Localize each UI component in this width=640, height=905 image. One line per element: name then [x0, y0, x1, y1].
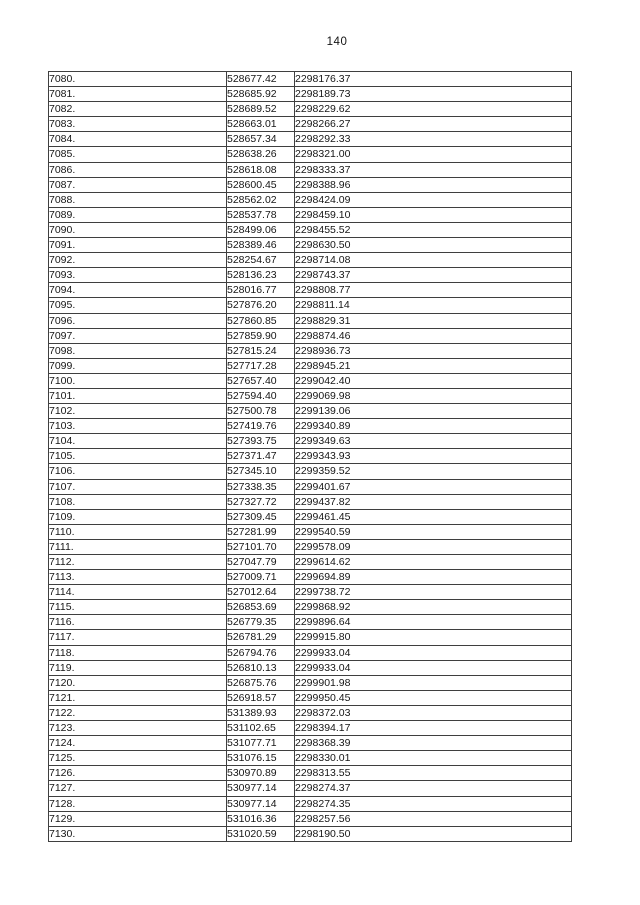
cell-point-number: 7126.	[49, 766, 227, 781]
cell-point-number: 7103.	[49, 419, 227, 434]
cell-point-number: 7102.	[49, 404, 227, 419]
cell-coordinate-x: 528389.46	[227, 238, 295, 253]
cell-coordinate-x: 531077.71	[227, 736, 295, 751]
cell-coordinate-x: 527815.24	[227, 343, 295, 358]
cell-point-number: 7090.	[49, 222, 227, 237]
cell-coordinate-y: 2299401.67	[295, 479, 572, 494]
cell-coordinate-x: 530977.14	[227, 781, 295, 796]
cell-coordinate-x: 528537.78	[227, 207, 295, 222]
cell-point-number: 7124.	[49, 736, 227, 751]
cell-coordinate-x: 528136.23	[227, 268, 295, 283]
table-row	[49, 268, 572, 283]
cell-coordinate-x: 526781.29	[227, 630, 295, 645]
cell-coordinate-x: 527047.79	[227, 555, 295, 570]
table-row	[49, 162, 572, 177]
cell-point-number: 7104.	[49, 434, 227, 449]
cell-coordinate-y: 2299933.04	[295, 660, 572, 675]
cell-coordinate-x: 528499.06	[227, 222, 295, 237]
cell-coordinate-y: 2298874.46	[295, 328, 572, 343]
cell-point-number: 7084.	[49, 132, 227, 147]
cell-point-number: 7117.	[49, 630, 227, 645]
table-row	[49, 283, 572, 298]
cell-coordinate-x: 527419.76	[227, 419, 295, 434]
cell-coordinate-y: 2298176.37	[295, 72, 572, 87]
cell-coordinate-y: 2299349.63	[295, 434, 572, 449]
cell-point-number: 7125.	[49, 751, 227, 766]
cell-point-number: 7113.	[49, 570, 227, 585]
table-row	[49, 253, 572, 268]
cell-coordinate-x: 527327.72	[227, 494, 295, 509]
table-row	[49, 539, 572, 554]
table-row	[49, 585, 572, 600]
cell-point-number: 7116.	[49, 615, 227, 630]
cell-point-number: 7100.	[49, 373, 227, 388]
cell-coordinate-y: 2298388.96	[295, 177, 572, 192]
cell-coordinate-y: 2299694.89	[295, 570, 572, 585]
cell-coordinate-y: 2299738.72	[295, 585, 572, 600]
table-row	[49, 721, 572, 736]
table-row	[49, 811, 572, 826]
cell-coordinate-y: 2298455.52	[295, 222, 572, 237]
cell-point-number: 7109.	[49, 509, 227, 524]
cell-point-number: 7123.	[49, 721, 227, 736]
table-row	[49, 660, 572, 675]
cell-point-number: 7122.	[49, 705, 227, 720]
cell-coordinate-x: 528685.92	[227, 87, 295, 102]
cell-coordinate-y: 2298945.21	[295, 358, 572, 373]
cell-coordinate-y: 2299915.80	[295, 630, 572, 645]
cell-coordinate-y: 2299896.64	[295, 615, 572, 630]
table-row	[49, 373, 572, 388]
cell-coordinate-y: 2298630.50	[295, 238, 572, 253]
cell-coordinate-x: 526875.76	[227, 675, 295, 690]
cell-point-number: 7093.	[49, 268, 227, 283]
cell-coordinate-y: 2299868.92	[295, 600, 572, 615]
cell-point-number: 7115.	[49, 600, 227, 615]
cell-point-number: 7083.	[49, 117, 227, 132]
cell-point-number: 7085.	[49, 147, 227, 162]
cell-coordinate-y: 2299578.09	[295, 539, 572, 554]
table-row	[49, 404, 572, 419]
coordinate-table	[48, 71, 572, 842]
cell-point-number: 7128.	[49, 796, 227, 811]
table-row	[49, 751, 572, 766]
cell-coordinate-y: 2298274.35	[295, 796, 572, 811]
table-row	[49, 328, 572, 343]
cell-coordinate-x: 526810.13	[227, 660, 295, 675]
table-row	[49, 494, 572, 509]
table-row	[49, 826, 572, 841]
cell-coordinate-y: 2299461.45	[295, 509, 572, 524]
table-row	[49, 645, 572, 660]
cell-coordinate-y: 2298321.00	[295, 147, 572, 162]
cell-point-number: 7127.	[49, 781, 227, 796]
table-row	[49, 177, 572, 192]
cell-point-number: 7121.	[49, 690, 227, 705]
table-row	[49, 524, 572, 539]
cell-coordinate-y: 2299540.59	[295, 524, 572, 539]
table-row	[49, 600, 572, 615]
cell-coordinate-x: 526779.35	[227, 615, 295, 630]
cell-coordinate-y: 2298743.37	[295, 268, 572, 283]
table-row	[49, 207, 572, 222]
table-row	[49, 222, 572, 237]
table-row	[49, 736, 572, 751]
cell-point-number: 7112.	[49, 555, 227, 570]
cell-coordinate-x: 528618.08	[227, 162, 295, 177]
cell-point-number: 7091.	[49, 238, 227, 253]
cell-coordinate-y: 2298266.27	[295, 117, 572, 132]
cell-coordinate-y: 2298274.37	[295, 781, 572, 796]
table-row	[49, 72, 572, 87]
cell-coordinate-x: 527309.45	[227, 509, 295, 524]
table-row	[49, 388, 572, 403]
table-row	[49, 766, 572, 781]
cell-coordinate-x: 527338.35	[227, 479, 295, 494]
cell-coordinate-x: 528562.02	[227, 192, 295, 207]
cell-point-number: 7105.	[49, 449, 227, 464]
cell-point-number: 7108.	[49, 494, 227, 509]
cell-coordinate-y: 2299340.89	[295, 419, 572, 434]
cell-point-number: 7101.	[49, 388, 227, 403]
cell-coordinate-y: 2298424.09	[295, 192, 572, 207]
table-row	[49, 298, 572, 313]
cell-coordinate-y: 2299933.04	[295, 645, 572, 660]
table-row	[49, 464, 572, 479]
table-row	[49, 102, 572, 117]
table-row	[49, 690, 572, 705]
cell-point-number: 7081.	[49, 87, 227, 102]
cell-coordinate-y: 2299359.52	[295, 464, 572, 479]
cell-coordinate-y: 2298811.14	[295, 298, 572, 313]
table-row	[49, 313, 572, 328]
cell-coordinate-x: 527371.47	[227, 449, 295, 464]
cell-coordinate-y: 2298368.39	[295, 736, 572, 751]
table-row	[49, 615, 572, 630]
cell-coordinate-y: 2298936.73	[295, 343, 572, 358]
table-row	[49, 343, 572, 358]
cell-coordinate-y: 2298330.01	[295, 751, 572, 766]
cell-coordinate-x: 528016.77	[227, 283, 295, 298]
coordinate-table-body	[49, 72, 572, 842]
cell-point-number: 7106.	[49, 464, 227, 479]
cell-point-number: 7118.	[49, 645, 227, 660]
table-row	[49, 796, 572, 811]
cell-point-number: 7129.	[49, 811, 227, 826]
cell-coordinate-x: 527009.71	[227, 570, 295, 585]
table-row	[49, 434, 572, 449]
cell-coordinate-y: 2299614.62	[295, 555, 572, 570]
cell-coordinate-y: 2298459.10	[295, 207, 572, 222]
cell-point-number: 7099.	[49, 358, 227, 373]
cell-coordinate-x: 531102.65	[227, 721, 295, 736]
cell-coordinate-y: 2298372.03	[295, 705, 572, 720]
page-number	[0, 36, 640, 48]
cell-coordinate-x: 530977.14	[227, 796, 295, 811]
cell-coordinate-x: 531389.93	[227, 705, 295, 720]
cell-point-number: 7111.	[49, 539, 227, 554]
cell-coordinate-y: 2299069.98	[295, 388, 572, 403]
table-row	[49, 630, 572, 645]
cell-coordinate-x: 528663.01	[227, 117, 295, 132]
table-row	[49, 479, 572, 494]
table-row	[49, 238, 572, 253]
cell-coordinate-x: 527393.75	[227, 434, 295, 449]
cell-point-number: 7082.	[49, 102, 227, 117]
table-row	[49, 419, 572, 434]
table-row	[49, 132, 572, 147]
cell-coordinate-x: 527717.28	[227, 358, 295, 373]
cell-coordinate-x: 527500.78	[227, 404, 295, 419]
cell-point-number: 7086.	[49, 162, 227, 177]
cell-coordinate-x: 526794.76	[227, 645, 295, 660]
cell-point-number: 7110.	[49, 524, 227, 539]
cell-coordinate-x: 527594.40	[227, 388, 295, 403]
cell-point-number: 7094.	[49, 283, 227, 298]
table-row	[49, 192, 572, 207]
cell-point-number: 7087.	[49, 177, 227, 192]
cell-point-number: 7120.	[49, 675, 227, 690]
table-row	[49, 781, 572, 796]
cell-coordinate-x: 528600.45	[227, 177, 295, 192]
cell-coordinate-x: 530970.89	[227, 766, 295, 781]
cell-coordinate-y: 2298333.37	[295, 162, 572, 177]
cell-coordinate-x: 531076.15	[227, 751, 295, 766]
cell-coordinate-y: 2298829.31	[295, 313, 572, 328]
cell-coordinate-y: 2298394.17	[295, 721, 572, 736]
cell-point-number: 7114.	[49, 585, 227, 600]
cell-coordinate-y: 2298189.73	[295, 87, 572, 102]
table-row	[49, 87, 572, 102]
cell-coordinate-x: 527876.20	[227, 298, 295, 313]
table-row	[49, 147, 572, 162]
cell-coordinate-x: 526853.69	[227, 600, 295, 615]
table-row	[49, 675, 572, 690]
cell-coordinate-x: 527860.85	[227, 313, 295, 328]
table-row	[49, 449, 572, 464]
cell-coordinate-x: 527657.40	[227, 373, 295, 388]
cell-point-number: 7107.	[49, 479, 227, 494]
cell-coordinate-y: 2299950.45	[295, 690, 572, 705]
table-row	[49, 509, 572, 524]
table-row	[49, 705, 572, 720]
table-row	[49, 117, 572, 132]
cell-coordinate-y: 2299343.93	[295, 449, 572, 464]
cell-point-number: 7130.	[49, 826, 227, 841]
cell-coordinate-y: 2299901.98	[295, 675, 572, 690]
cell-coordinate-x: 528638.26	[227, 147, 295, 162]
cell-point-number: 7088.	[49, 192, 227, 207]
cell-coordinate-x: 528677.42	[227, 72, 295, 87]
cell-coordinate-y: 2298808.77	[295, 283, 572, 298]
cell-coordinate-y: 2298714.08	[295, 253, 572, 268]
cell-coordinate-y: 2298292.33	[295, 132, 572, 147]
cell-coordinate-x: 527345.10	[227, 464, 295, 479]
table-row	[49, 358, 572, 373]
cell-coordinate-x: 527281.99	[227, 524, 295, 539]
cell-point-number: 7080.	[49, 72, 227, 87]
cell-coordinate-y: 2299437.82	[295, 494, 572, 509]
cell-coordinate-y: 2298190.50	[295, 826, 572, 841]
page-number-value: 140	[326, 36, 348, 48]
cell-coordinate-x: 531020.59	[227, 826, 295, 841]
cell-coordinate-y: 2298257.56	[295, 811, 572, 826]
cell-coordinate-y: 2298229.62	[295, 102, 572, 117]
cell-point-number: 7089.	[49, 207, 227, 222]
table-row	[49, 555, 572, 570]
cell-point-number: 7096.	[49, 313, 227, 328]
cell-coordinate-x: 531016.36	[227, 811, 295, 826]
cell-coordinate-x: 527012.64	[227, 585, 295, 600]
cell-coordinate-x: 527859.90	[227, 328, 295, 343]
cell-coordinate-y: 2299139.06	[295, 404, 572, 419]
cell-point-number: 7098.	[49, 343, 227, 358]
cell-coordinate-x: 528689.52	[227, 102, 295, 117]
cell-coordinate-x: 526918.57	[227, 690, 295, 705]
cell-coordinate-y: 2299042.40	[295, 373, 572, 388]
table-row	[49, 570, 572, 585]
cell-coordinate-y: 2298313.55	[295, 766, 572, 781]
cell-coordinate-x: 528657.34	[227, 132, 295, 147]
cell-point-number: 7092.	[49, 253, 227, 268]
cell-coordinate-x: 527101.70	[227, 539, 295, 554]
cell-coordinate-x: 528254.67	[227, 253, 295, 268]
cell-point-number: 7119.	[49, 660, 227, 675]
cell-point-number: 7097.	[49, 328, 227, 343]
cell-point-number: 7095.	[49, 298, 227, 313]
